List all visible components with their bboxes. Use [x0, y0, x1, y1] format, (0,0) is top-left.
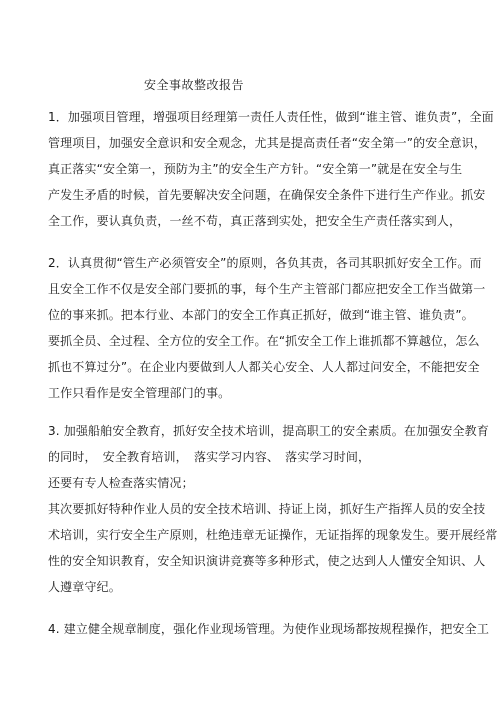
paragraph-line: 且安全工作不仅是安全部门要抓的事，每个生产主管部门都应把安全工作当做第一 [48, 282, 486, 296]
paragraph-line: 工作只看作是安全管理部门的事。 [48, 386, 231, 400]
document-title: 安全事故整改报告 [144, 78, 245, 92]
paragraph-line: 1．加强项目管理，增强项目经理第一责任人责任性，做到“谁主管、谁负责”，全面 [48, 110, 494, 124]
paragraph-line: 要抓全员、全过程、全方位的安全工作。在“抓安全工作上谁抓都不算越位，怎么 [48, 334, 480, 348]
paragraph-line: 抓也不算过分”。在企业内要做到人人都关心安全、人人都过问安全，不能把安全 [48, 360, 480, 374]
paragraph-line: 其次要抓好特种作业人员的安全技术培训、持证上岗，抓好生产指挥人员的安全技 [48, 502, 486, 516]
paragraph-1 [48, 104, 494, 234]
paragraph-line: 还要有专人检查落实情况； [48, 476, 194, 490]
paragraph-3 [48, 418, 498, 600]
paragraph-line: 4. 建立健全规章制度，强化作业现场管理。为使作业现场都按规程操作，把安全工 [48, 622, 489, 636]
paragraph-line: 的同时， 安全教育培训， 落实学习内容、 落实学习时间， [48, 450, 371, 464]
paragraph-line: 人遵章守纪。 [48, 580, 121, 594]
paragraph-line: 术培训，实行安全生产原则，杜绝违章无证操作，无证指挥的现象发生。要开展经常 [48, 528, 498, 542]
paragraph-line: 真正落实“安全第一，预防为主”的安全生产方针。“安全第一”就是在安全与生 [48, 162, 463, 176]
paragraph-line: 3. 加强船舶安全教育，抓好安全技术培训，提高职工的安全素质。在加强安全教育 [48, 424, 489, 438]
paragraph-line: 位的事来抓。把本行业、本部门的安全工作真正抓好，做到“谁主管、谁负责”。 [48, 308, 474, 322]
paragraph-4 [48, 616, 489, 642]
paragraph-2 [48, 250, 486, 406]
paragraph-line: 2．认真贯彻“管生产必须管安全”的原则，各负其责，各司其职抓好安全工作。而 [48, 256, 482, 270]
paragraph-line: 管理项目，加强安全意识和安全观念，尤其是提高责任者“安全第一”的安全意识， [48, 136, 486, 150]
paragraph-line: 全工作，要认真负责，一丝不苟，真正落到实处，把安全生产责任落实到人， [48, 214, 462, 228]
paragraph-line: 产发生矛盾的时候，首先要解决安全问题，在确保安全条件下进行生产作业。抓安 [48, 188, 486, 202]
paragraph-line: 性的安全知识教育，安全知识演讲竞赛等多种形式，使之达到人人懂安全知识、人 [48, 554, 486, 568]
